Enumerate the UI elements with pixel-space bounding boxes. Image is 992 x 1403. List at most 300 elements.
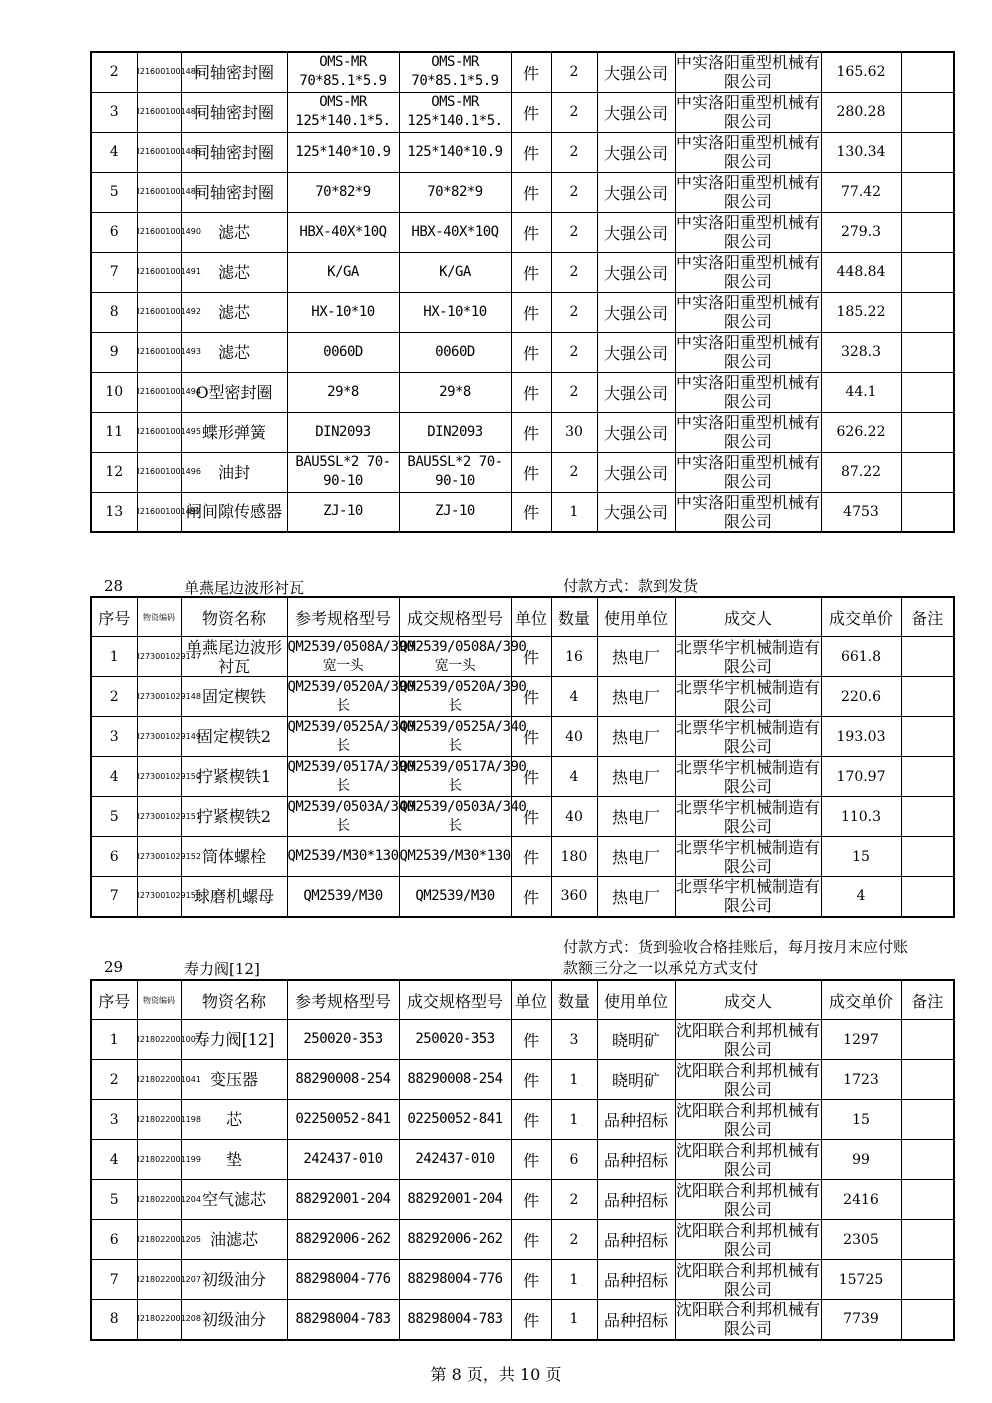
row-qty: 2 [551,132,597,172]
row-material-code: I216001001486 [137,52,181,92]
row-price: 87.22 [821,452,901,492]
row-material-name: 寿力阀[12] [181,1020,287,1060]
row-unit: 件 [511,877,551,917]
row-user-unit: 品种招标 [597,1260,675,1300]
row-note [901,452,954,492]
row-qty: 2 [551,52,597,92]
row-qty: 30 [551,412,597,452]
row-user-unit: 大强公司 [597,412,675,452]
row-qty: 2 [551,172,597,212]
row-unit: 件 [511,1220,551,1260]
row-user-unit: 晓明矿 [597,1060,675,1100]
row-unit: 件 [511,1300,551,1340]
row-unit: 件 [511,92,551,132]
row-vendor: 北票华宇机械制造有限公司 [675,677,820,716]
row-vendor: 北票华宇机械制造有限公司 [675,717,820,756]
row-vendor: 沈阳联合利邦机械有限公司 [675,1220,820,1259]
header-note: 备注 [901,597,954,637]
table-row [91,132,954,172]
row-seq: 3 [91,717,137,757]
row-user-unit: 大强公司 [597,252,675,292]
row-vendor: 北票华宇机械制造有限公司 [675,877,820,916]
row-material-code: I216001001496 [137,452,181,492]
row-price: 130.34 [821,132,901,172]
row-price: 626.22 [821,412,901,452]
row-material-name: 拧紧楔铁1 [181,757,287,797]
row-deal-spec: QM2539/0525A/340长 [399,717,511,757]
row-deal-spec: HBX-40X*10Q [399,212,511,252]
row-seq: 1 [91,1020,137,1060]
row-unit: 件 [511,1020,551,1060]
row-unit: 件 [511,372,551,412]
table-row [91,1180,954,1220]
table-row [91,717,954,757]
row-note [901,717,954,757]
row-vendor: 沈阳联合利邦机械有限公司 [675,1060,820,1099]
row-vendor: 中实洛阳重型机械有限公司 [675,492,820,531]
row-note [901,837,954,877]
row-unit: 件 [511,717,551,757]
section-29-rows [91,1020,954,1340]
table-row [91,797,954,837]
row-vendor: 沈阳联合利邦机械有限公司 [675,1300,820,1339]
header-ref-spec: 参考规格型号 [287,980,399,1020]
row-price: 4 [821,877,901,917]
section-29-number: 29 [104,958,124,976]
row-seq: 4 [91,757,137,797]
header-vendor: 成交人 [675,980,821,1020]
row-qty: 2 [551,332,597,372]
row-material-code: I273001029151 [137,797,181,837]
row-material-name: 垫 [181,1140,287,1180]
row-qty: 2 [551,92,597,132]
row-seq: 7 [91,252,137,292]
row-unit: 件 [511,637,551,677]
row-user-unit: 大强公司 [597,52,675,92]
row-unit: 件 [511,332,551,372]
row-qty: 40 [551,797,597,837]
row-user-unit: 大强公司 [597,492,675,532]
row-vendor: 中实洛阳重型机械有限公司 [675,53,820,92]
row-note [901,92,954,132]
row-deal-spec: 88292001-204 [399,1180,511,1220]
row-vendor: 沈阳联合利邦机械有限公司 [675,1260,820,1299]
row-material-code: I216001001487 [137,92,181,132]
table-row [91,757,954,797]
row-deal-spec: 250020-353 [399,1020,511,1060]
header-deal-spec: 成交规格型号 [399,980,511,1020]
row-seq: 2 [91,52,137,92]
row-price: 328.3 [821,332,901,372]
section-28-table [90,596,955,918]
row-unit: 件 [511,212,551,252]
row-material-name: 蝶形弹簧 [181,412,287,452]
row-ref-spec: 88292001-204 [287,1180,399,1220]
row-user-unit: 大强公司 [597,132,675,172]
row-price: 170.97 [821,757,901,797]
table-row [91,1100,954,1140]
row-price: 448.84 [821,252,901,292]
header-qty: 数量 [551,980,597,1020]
row-unit: 件 [511,1260,551,1300]
row-ref-spec: QM2539/0525A/340长 [287,717,399,757]
row-qty: 4 [551,757,597,797]
row-material-code: I273001029148 [137,677,181,717]
row-user-unit: 大强公司 [597,92,675,132]
row-note [901,1020,954,1060]
row-ref-spec: QM2539/0517A/390长 [287,757,399,797]
row-qty: 180 [551,837,597,877]
table-row [91,837,954,877]
row-user-unit: 热电厂 [597,637,675,677]
table-row [91,1140,954,1180]
row-material-code: I216001001492 [137,292,181,332]
section-29-payment-line1: 付款方式：货到验收合格挂账后，每月按月末应付账 [563,938,909,956]
row-ref-spec: QM2539/M30*130 [287,837,399,877]
row-unit: 件 [511,757,551,797]
row-material-code: I218022001208 [137,1300,181,1340]
row-deal-spec: QM2539/0508A/390宽一头 [399,637,511,677]
row-user-unit: 热电厂 [597,837,675,877]
table-row [91,172,954,212]
row-note [901,1260,954,1300]
row-note [901,372,954,412]
row-unit: 件 [511,52,551,92]
row-ref-spec: QM2539/0503A/340长 [287,797,399,837]
row-seq: 4 [91,1140,137,1180]
row-price: 661.8 [821,637,901,677]
row-deal-spec: 70*82*9 [399,172,511,212]
row-vendor: 北票华宇机械制造有限公司 [675,797,820,836]
row-unit: 件 [511,797,551,837]
section-28-number: 28 [104,577,124,595]
row-material-name: 变压器 [181,1060,287,1100]
table-row [91,372,954,412]
table-row [91,637,954,677]
row-user-unit: 品种招标 [597,1100,675,1140]
row-ref-spec: 250020-353 [287,1020,399,1060]
row-ref-spec: 88290008-254 [287,1060,399,1100]
row-qty: 1 [551,492,597,532]
row-ref-spec: 02250052-841 [287,1100,399,1140]
row-material-code: I216001001494 [137,372,181,412]
row-deal-spec: 125*140*10.9 [399,132,511,172]
row-unit: 件 [511,1140,551,1180]
row-price: 2305 [821,1220,901,1260]
row-price: 2416 [821,1180,901,1220]
row-qty: 2 [551,452,597,492]
row-material-code: I218022001207 [137,1260,181,1300]
row-unit: 件 [511,492,551,532]
row-user-unit: 大强公司 [597,332,675,372]
row-seq: 3 [91,92,137,132]
row-ref-spec: 88298004-776 [287,1260,399,1300]
row-material-name: 球磨机螺母 [181,877,287,917]
row-material-code: I216001001497 [137,492,181,532]
row-material-code: I218022001205 [137,1220,181,1260]
section-27-rows [91,52,954,532]
row-note [901,52,954,92]
row-material-name: 同轴密封圈 [181,52,287,92]
row-material-code: I216001001489 [137,172,181,212]
row-ref-spec: K/GA [287,252,399,292]
row-material-name: 筒体螺栓 [181,837,287,877]
table-row [91,1060,954,1100]
row-price: 44.1 [821,372,901,412]
table-row [91,1220,954,1260]
row-material-code: I216001001490 [137,212,181,252]
row-vendor: 沈阳联合利邦机械有限公司 [675,1020,820,1059]
section-29-table [90,979,955,1341]
header-code: 物资编码 [137,597,181,637]
table-row [91,252,954,292]
header-unit: 单位 [511,980,551,1020]
row-note [901,1060,954,1100]
row-user-unit: 热电厂 [597,757,675,797]
row-deal-spec: QM2539/0520A/390长 [399,677,511,717]
row-deal-spec: OMS-MR 70*85.1*5.9 [399,52,511,92]
row-price: 220.6 [821,677,901,717]
row-deal-spec: 02250052-841 [399,1100,511,1140]
row-user-unit: 热电厂 [597,717,675,757]
table-row [91,212,954,252]
header-ref-spec: 参考规格型号 [287,597,399,637]
row-material-name: 同轴密封圈 [181,132,287,172]
row-material-name: 芯 [181,1100,287,1140]
row-ref-spec: OMS-MR 70*85.1*5.9 [287,52,399,92]
row-material-name: 空气滤芯 [181,1180,287,1220]
row-material-name: 初级油分 [181,1260,287,1300]
row-user-unit: 品种招标 [597,1140,675,1180]
section-28-header [91,597,954,637]
header-price: 成交单价 [821,980,901,1020]
table-row [91,492,954,532]
row-user-unit: 晓明矿 [597,1020,675,1060]
row-material-code: I273001029153 [137,877,181,917]
section-29-title: 寿力阀[12] [184,960,260,978]
row-material-code: I273001029152 [137,837,181,877]
header-vendor: 成交人 [675,597,821,637]
row-seq: 3 [91,1100,137,1140]
row-qty: 2 [551,1220,597,1260]
header-user: 使用单位 [597,597,675,637]
row-unit: 件 [511,1060,551,1100]
row-deal-spec: DIN2093 [399,412,511,452]
row-material-name: O型密封圈 [181,372,287,412]
row-ref-spec: 29*8 [287,372,399,412]
row-vendor: 北票华宇机械制造有限公司 [675,637,820,676]
row-material-code: I216001001493 [137,332,181,372]
row-unit: 件 [511,412,551,452]
row-deal-spec: QM2539/M30 [399,877,511,917]
row-seq: 10 [91,372,137,412]
table-row [91,412,954,452]
row-material-code: I218022001204 [137,1180,181,1220]
row-note [901,1180,954,1220]
row-material-name: 油封 [181,452,287,492]
row-seq: 9 [91,332,137,372]
row-note [901,757,954,797]
table-row [91,877,954,917]
row-price: 165.62 [821,52,901,92]
row-user-unit: 大强公司 [597,212,675,252]
row-unit: 件 [511,452,551,492]
row-qty: 1 [551,1300,597,1340]
row-ref-spec: HBX-40X*10Q [287,212,399,252]
row-qty: 1 [551,1100,597,1140]
row-price: 15725 [821,1260,901,1300]
section-29-header [91,980,954,1020]
table-row [91,1260,954,1300]
row-material-code: I216001001491 [137,252,181,292]
row-unit: 件 [511,172,551,212]
row-material-name: 初级油分 [181,1300,287,1340]
table-row [91,92,954,132]
row-unit: 件 [511,292,551,332]
row-vendor: 中实洛阳重型机械有限公司 [675,293,820,331]
row-vendor: 中实洛阳重型机械有限公司 [675,93,820,131]
row-seq: 13 [91,492,137,532]
row-qty: 2 [551,1180,597,1220]
row-note [901,412,954,452]
row-user-unit: 热电厂 [597,877,675,917]
row-vendor: 中实洛阳重型机械有限公司 [675,373,820,411]
row-seq: 6 [91,1220,137,1260]
row-ref-spec: OMS-MR 125*140.1*5. [287,92,399,132]
row-note [901,212,954,252]
row-deal-spec: 29*8 [399,372,511,412]
row-seq: 8 [91,292,137,332]
table-row [91,452,954,492]
row-price: 77.42 [821,172,901,212]
row-vendor: 沈阳联合利邦机械有限公司 [675,1100,820,1139]
row-material-name: 滤芯 [181,212,287,252]
row-price: 4753 [821,492,901,532]
table-row [91,677,954,717]
row-seq: 1 [91,637,137,677]
row-vendor: 北票华宇机械制造有限公司 [675,837,820,876]
row-material-name: 固定楔铁 [181,677,287,717]
row-price: 279.3 [821,212,901,252]
row-vendor: 中实洛阳重型机械有限公司 [675,133,820,171]
header-user: 使用单位 [597,980,675,1020]
row-material-name: 滤芯 [181,332,287,372]
header-code: 物资编码 [137,980,181,1020]
header-name: 物资名称 [181,980,287,1020]
row-unit: 件 [511,677,551,717]
row-qty: 4 [551,677,597,717]
row-note [901,332,954,372]
row-material-code: I218022001041 [137,1060,181,1100]
row-vendor: 中实洛阳重型机械有限公司 [675,173,820,211]
row-note [901,1300,954,1340]
row-deal-spec: 88290008-254 [399,1060,511,1100]
row-seq: 6 [91,837,137,877]
row-vendor: 沈阳联合利邦机械有限公司 [675,1140,820,1179]
row-deal-spec: 88298004-776 [399,1260,511,1300]
row-user-unit: 大强公司 [597,372,675,412]
row-qty: 16 [551,637,597,677]
row-material-code: I218022001199 [137,1140,181,1180]
row-seq: 4 [91,132,137,172]
row-vendor: 中实洛阳重型机械有限公司 [675,333,820,371]
row-note [901,1220,954,1260]
row-ref-spec: 125*140*10.9 [287,132,399,172]
row-unit: 件 [511,837,551,877]
row-price: 193.03 [821,717,901,757]
row-ref-spec: ZJ-10 [287,492,399,532]
row-deal-spec: 88298004-783 [399,1300,511,1340]
row-qty: 6 [551,1140,597,1180]
row-deal-spec: QM2539/0517A/390长 [399,757,511,797]
row-price: 185.22 [821,292,901,332]
row-vendor: 北票华宇机械制造有限公司 [675,757,820,796]
row-note [901,252,954,292]
row-deal-spec: QM2539/M30*130 [399,837,511,877]
row-vendor: 中实洛阳重型机械有限公司 [675,253,820,291]
row-material-name: 单燕尾边波形衬瓦 [181,637,287,677]
row-user-unit: 大强公司 [597,292,675,332]
row-material-name: 滤芯 [181,252,287,292]
row-unit: 件 [511,132,551,172]
row-ref-spec: HX-10*10 [287,292,399,332]
row-vendor: 中实洛阳重型机械有限公司 [675,213,820,251]
row-user-unit: 品种招标 [597,1220,675,1260]
table-row [91,292,954,332]
row-qty: 2 [551,372,597,412]
row-user-unit: 大强公司 [597,172,675,212]
row-note [901,797,954,837]
row-user-unit: 大强公司 [597,452,675,492]
row-seq: 5 [91,172,137,212]
row-ref-spec: DIN2093 [287,412,399,452]
row-material-code: I273001029147 [137,637,181,677]
header-qty: 数量 [551,597,597,637]
row-note [901,132,954,172]
row-user-unit: 品种招标 [597,1300,675,1340]
header-note: 备注 [901,980,954,1020]
row-price: 110.3 [821,797,901,837]
row-deal-spec: BAU5SL*2 70-90-10 [399,452,511,492]
row-ref-spec: 242437-010 [287,1140,399,1180]
row-qty: 1 [551,1260,597,1300]
row-material-name: 同轴密封圈 [181,92,287,132]
row-material-code: I273001029150 [137,757,181,797]
row-deal-spec: ZJ-10 [399,492,511,532]
section-28-title: 单燕尾边波形衬瓦 [184,579,305,597]
table-row [91,1300,954,1340]
row-deal-spec: 242437-010 [399,1140,511,1180]
row-seq: 2 [91,1060,137,1100]
row-user-unit: 热电厂 [597,677,675,717]
row-material-name: 闸间隙传感器 [181,492,287,532]
row-seq: 11 [91,412,137,452]
header-unit: 单位 [511,597,551,637]
row-seq: 7 [91,1260,137,1300]
row-ref-spec: QM2539/0520A/390长 [287,677,399,717]
row-material-code: I216001001495 [137,412,181,452]
row-price: 15 [821,837,901,877]
row-note [901,492,954,532]
row-ref-spec: 88298004-783 [287,1300,399,1340]
row-note [901,1140,954,1180]
row-seq: 8 [91,1300,137,1340]
row-material-name: 同轴密封圈 [181,172,287,212]
row-deal-spec: QM2539/0503A/340长 [399,797,511,837]
row-material-code: I218022001198 [137,1100,181,1140]
row-qty: 2 [551,292,597,332]
row-material-code: I216001001488 [137,132,181,172]
